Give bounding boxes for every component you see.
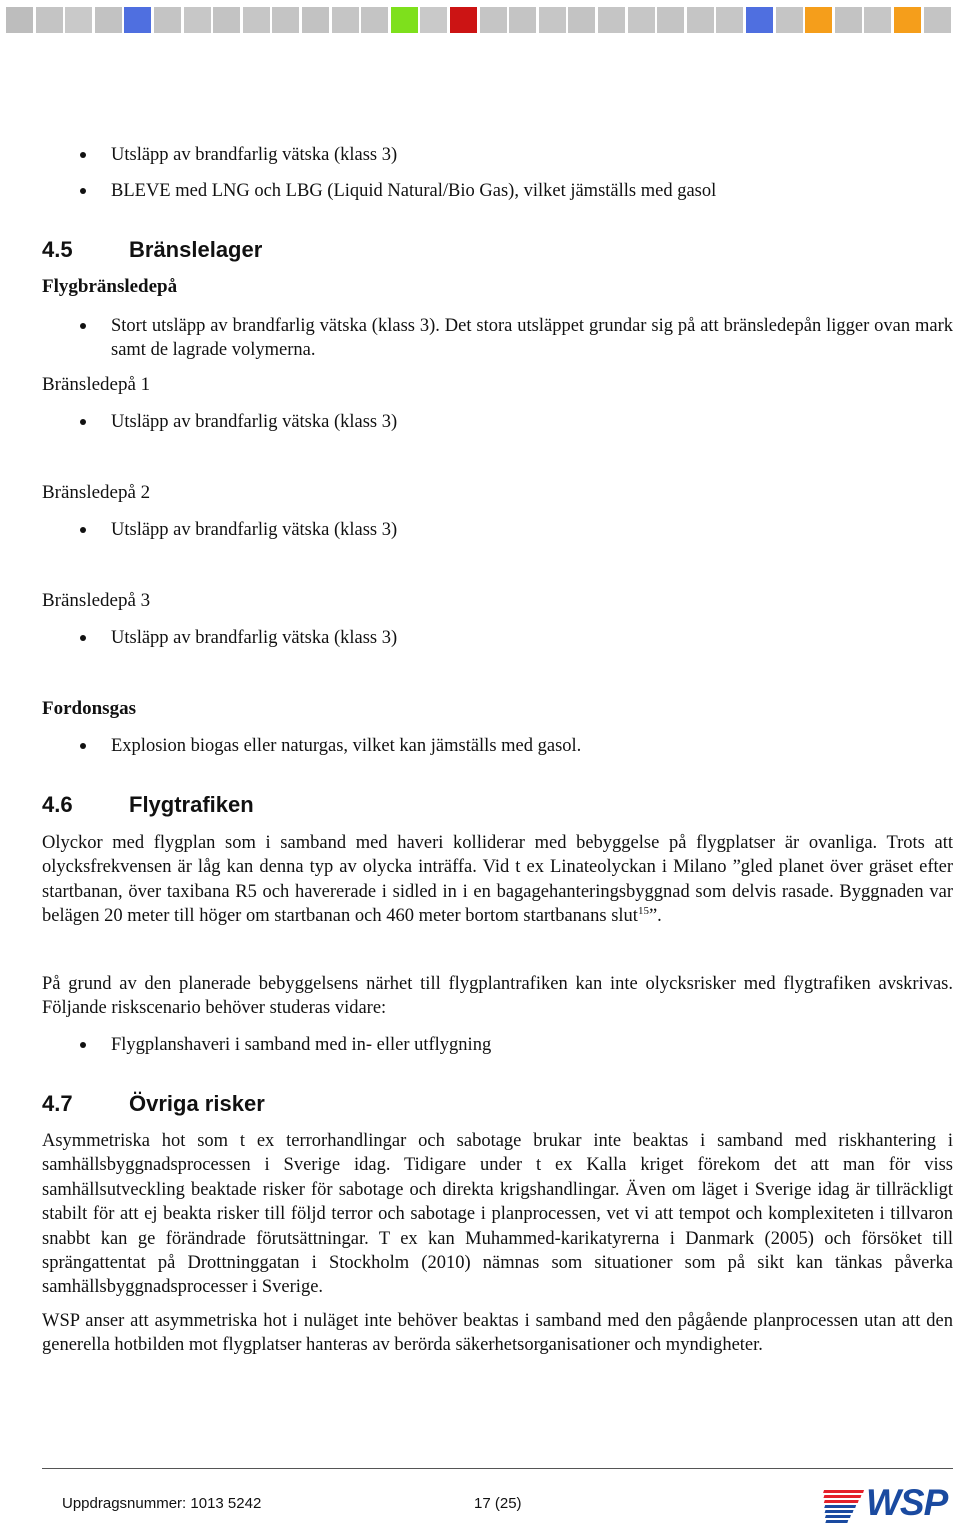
header-color-square — [716, 7, 743, 33]
header-color-square — [746, 7, 773, 33]
footnote-ref: 15 — [637, 905, 649, 918]
paragraph: På grund av den planerade bebyggelsens närhet till flygplantrafiken kan inte olycksrisker med flygtrafiken avskrivas. Följande riskscenario behöver studeras vidare: — [42, 974, 953, 1019]
assignment-number: Uppdragsnummer: 1013 5242 — [62, 1495, 262, 1512]
subheading-depot-1: Bränsledepå 1 — [42, 374, 151, 395]
section-title: Flygtrafiken — [129, 792, 254, 817]
header-color-square — [835, 7, 862, 33]
header-color-square — [391, 7, 418, 33]
paragraph-text: Olyckor med flygplan som i samband med haveri kolliderar med bebyggelse på flygplatser är ovanliga. Trots att olycksfrekvensen är låg kan denna typ av olycka inträffa. Vid t ex Linateolyckan i Milano ”gled planet över gräset efter startbanan, över taxibana R5 och havererade i sidled in i en bagagehanteringsbyggnad som delvis rasade. Byggnaden var belägen 20 meter till höger om startbanan och 460 meter bortom startbanans slut — [42, 833, 953, 927]
header-color-square — [6, 7, 33, 33]
header-color-square — [509, 7, 536, 33]
logo-stripe — [825, 1510, 854, 1513]
wsp-logo — [822, 1484, 956, 1528]
header-color-square — [302, 7, 329, 33]
header-color-square — [894, 7, 921, 33]
footer-divider — [42, 1468, 953, 1469]
section-heading-4-7 — [42, 1091, 265, 1117]
bullet-icon — [80, 323, 86, 329]
bullet-icon — [80, 635, 86, 641]
subheading-fordonsgas: Fordonsgas — [42, 698, 136, 719]
bullet-icon — [80, 743, 86, 749]
section-number: 4.6 — [42, 792, 73, 817]
section-title: Bränslelager — [129, 237, 263, 262]
header-color-square — [95, 7, 122, 33]
logo-stripe — [825, 1520, 848, 1523]
header-color-square — [65, 7, 92, 33]
list-item-text: Explosion biogas eller naturgas, vilket kan jämställs med gasol. — [111, 736, 582, 756]
subheading-depot-2: Bränsledepå 2 — [42, 482, 151, 503]
section-title: Övriga risker — [129, 1091, 265, 1116]
logo-text: WSP — [866, 1482, 948, 1523]
page-number: 17 (25) — [474, 1495, 522, 1512]
list-item-text: Utsläpp av brandfarlig vätska (klass 3) — [111, 520, 398, 540]
header-color-square — [272, 7, 299, 33]
paragraph — [42, 831, 953, 929]
list-item-text: BLEVE med LNG och LBG (Liquid Natural/Bio Gas), vilket jämställs med gasol — [111, 181, 717, 201]
header-color-square — [213, 7, 240, 33]
subheading-flygbransledepa: Flygbränsledepå — [42, 276, 178, 297]
header-color-square — [361, 7, 388, 33]
wsp-logo-stripes-icon — [822, 1484, 870, 1528]
paragraph: WSP anser att asymmetriska hot i nuläget inte behöver beaktas i samband med den pågående planprocessen utan att den generella hotbilden mot flygplatser hanteras av berörda säkerhetsorganisationer och myndigheter. — [42, 1311, 953, 1356]
logo-stripe — [823, 1495, 861, 1498]
header-color-square — [805, 7, 832, 33]
header-color-square — [628, 7, 655, 33]
logo-stripe — [824, 1505, 856, 1508]
bullet-icon — [80, 419, 86, 425]
subheading-depot-3: Bränsledepå 3 — [42, 590, 151, 611]
header-color-square — [924, 7, 951, 33]
section-heading-4-5 — [42, 237, 262, 263]
section-heading-4-6 — [42, 792, 254, 818]
logo-stripe — [823, 1490, 864, 1493]
header-color-square — [687, 7, 714, 33]
list-item-text: Stort utsläpp av brandfarlig vätska (klass 3). Det stora utsläppet grundar sig på att bränsledepån ligger ovan mark samt de lagrade volymerna. — [111, 316, 953, 360]
logo-stripe — [825, 1515, 851, 1518]
bullet-icon — [80, 527, 86, 533]
bullet-icon — [80, 152, 86, 158]
paragraph: Asymmetriska hot som t ex terrorhandlingar och sabotage brukar inte beaktas i samband med riskhantering i samhällsbyggnadsprocessen i Sverige idag. Tidigare under t ex Kalla kriget förekom det att man för viss samhällsutveckling beaktade risker för sabotage och direkta krigshandlingar. Även om läget i Sverige idag är tillräckligt stabilt för att ej beakta risker till följd terror och sabotage i planprocessen, vet vi att tempot och komplexiteten i tillvaron snabbt kan ge förändrade förutsättningar. T ex kan Muhammed-karikatyrerna i Danmark (2005) och försöket till sprängattentat på Drottninggatan i Stockholm (2010) nämnas som situationer som på sikt kan tänkas påverka samhällsbyggnadsprocesser i Sverige. — [42, 1131, 953, 1298]
header-color-square — [332, 7, 359, 33]
header-color-square — [776, 7, 803, 33]
header-color-square — [598, 7, 625, 33]
bullet-icon — [80, 188, 86, 194]
list-item-text: Utsläpp av brandfarlig vätska (klass 3) — [111, 412, 398, 432]
header-color-square — [450, 7, 477, 33]
section-number: 4.5 — [42, 237, 73, 262]
list-item-text: Utsläpp av brandfarlig vätska (klass 3) — [111, 628, 398, 648]
header-color-square — [420, 7, 447, 33]
list-item-text: Utsläpp av brandfarlig vätska (klass 3) — [111, 145, 398, 165]
header-color-square — [568, 7, 595, 33]
header-color-square — [864, 7, 891, 33]
header-color-square — [539, 7, 566, 33]
header-color-square — [184, 7, 211, 33]
section-number: 4.7 — [42, 1091, 73, 1116]
header-color-bar — [0, 0, 960, 40]
logo-stripe — [824, 1500, 859, 1503]
list-item-text: Flygplanshaveri i samband med in- eller utflygning — [111, 1035, 492, 1055]
bullet-icon — [80, 1042, 86, 1048]
header-color-square — [124, 7, 151, 33]
header-color-square — [657, 7, 684, 33]
header-color-square — [243, 7, 270, 33]
header-color-square — [36, 7, 63, 33]
header-color-square — [154, 7, 181, 33]
header-color-square — [480, 7, 507, 33]
paragraph-text-end: ”. — [648, 906, 662, 927]
